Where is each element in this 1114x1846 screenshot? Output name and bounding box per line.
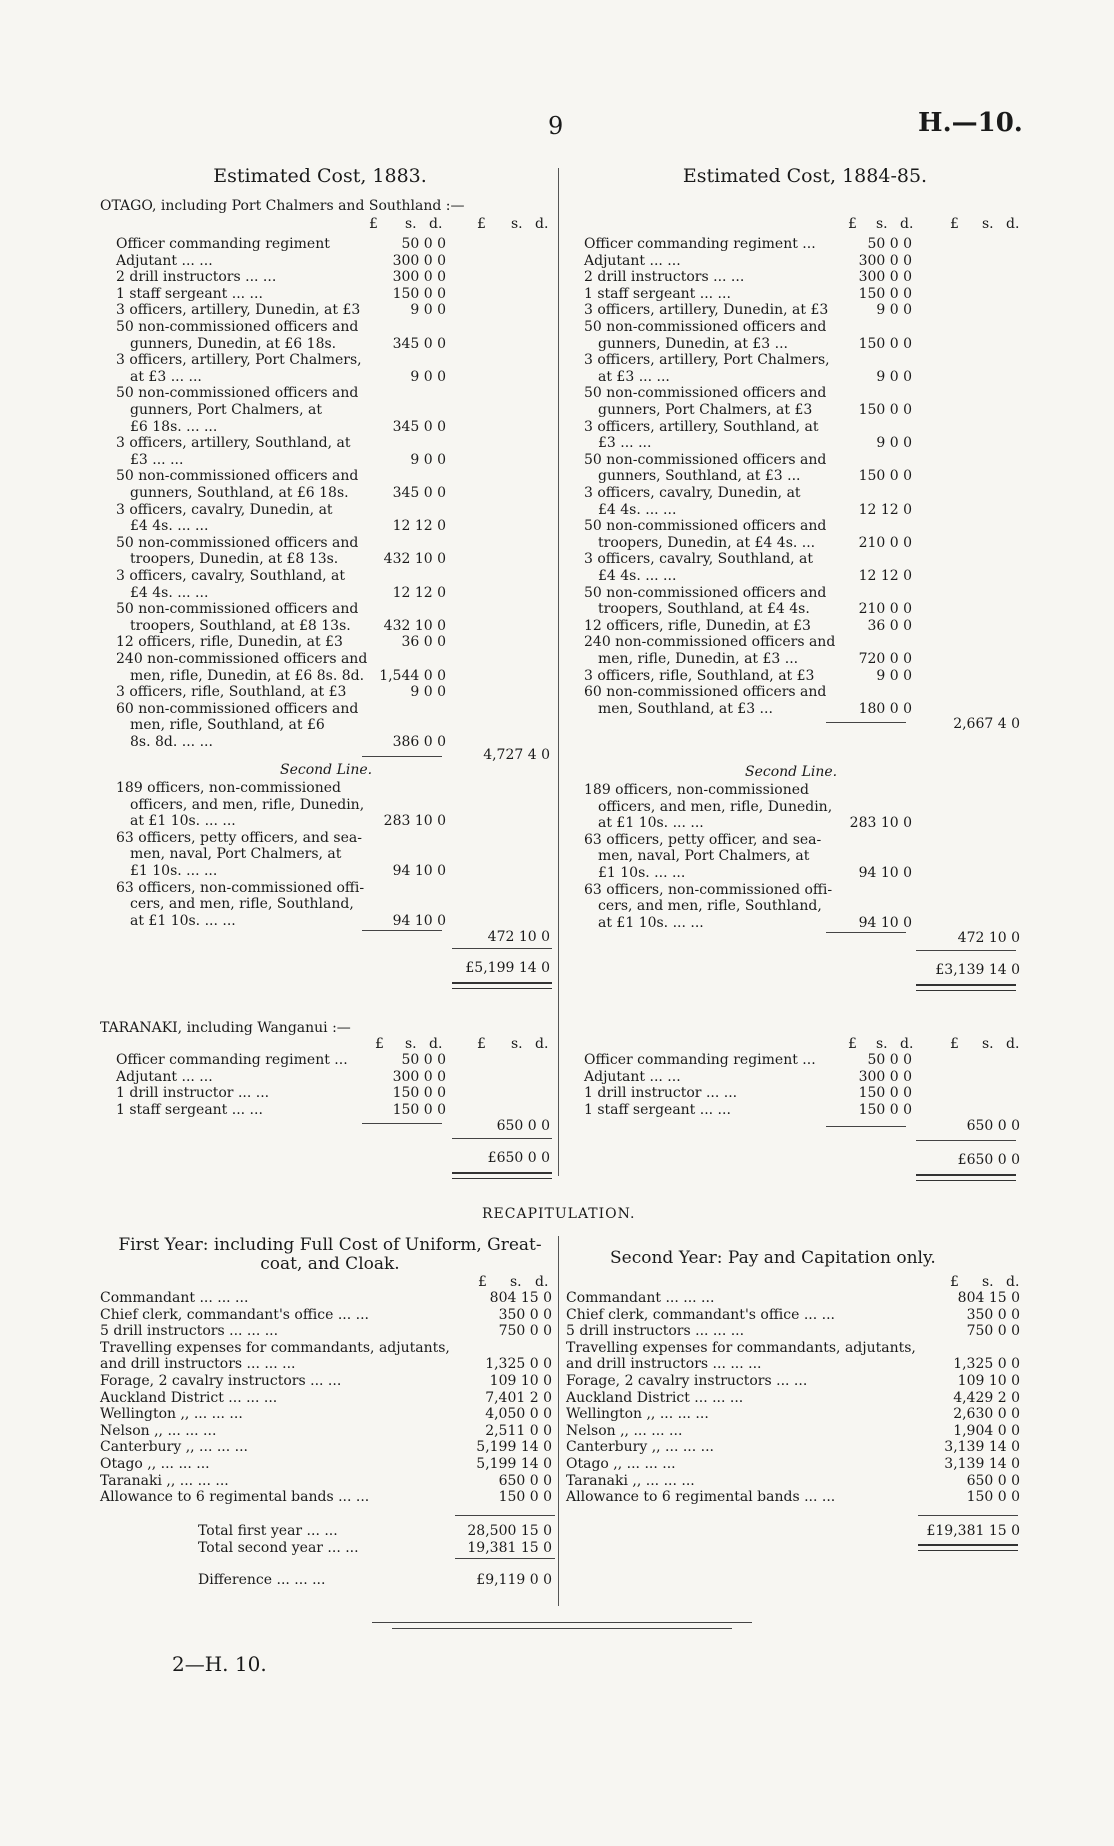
item-amount: 9 0 0 <box>410 684 446 701</box>
item-label: Officer commanding regiment ... <box>584 1052 816 1068</box>
item-label-line: at £1 10s. ... ... <box>130 912 236 929</box>
item-label-line: 8s. 8d. ... ... <box>130 734 213 750</box>
item-label-line: 3 officers, cavalry, Southland, at <box>116 568 346 584</box>
item-label-line: 50 non-commissioned officers and <box>584 451 827 468</box>
item-label-line: 3 officers, artillery, Southland, at <box>116 435 351 452</box>
second-year-title: Second Year: Pay and Capitation only. <box>610 1248 936 1268</box>
item-amount: 300 0 0 <box>858 252 912 269</box>
item-label-line: 3 officers, rifle, Southland, at £3 <box>584 667 815 684</box>
pound-header: £ <box>848 1036 857 1052</box>
first-year-title-line: coat, and Cloak. <box>260 1254 400 1274</box>
item-amount: 150 0 0 <box>392 285 446 302</box>
item-label-line: £1 10s. ... ... <box>598 865 686 881</box>
item-label-line: men, Southland, at £3 ... <box>598 700 773 717</box>
item-label: Adjutant ... ... <box>116 1068 213 1085</box>
total-first-year-label: Total first year ... ... <box>198 1523 338 1539</box>
item-amount: 750 0 0 <box>966 1323 1020 1340</box>
item-label-line: gunners, Dunedin, at £3 ... <box>598 335 789 352</box>
item-label-line: 63 officers, petty officers, and sea- <box>116 829 362 846</box>
item-amount: 36 0 0 <box>401 634 446 651</box>
item-label-line: 240 non-commissioned officers and <box>584 634 836 651</box>
item-label: and drill instructors ... ... ... <box>100 1356 296 1373</box>
item-amount: 50 0 0 <box>867 236 912 252</box>
closing-rule <box>392 1628 732 1629</box>
item-amount: 180 0 0 <box>858 700 912 717</box>
item-amount: 9 0 0 <box>876 368 912 385</box>
item-label-line: men, rifle, Southland, at £6 <box>130 717 325 734</box>
item-label: Wellington ,, ... ... ... <box>566 1406 709 1423</box>
item-amount: 9 0 0 <box>410 302 446 319</box>
pence-header: d. <box>535 216 549 232</box>
item-label: Nelson ,, ... ... ... <box>100 1422 217 1439</box>
taranaki-1884-grand-total: £650 0 0 <box>957 1152 1020 1168</box>
item-amount: 12 12 0 <box>392 584 446 601</box>
item-amount: 150 0 0 <box>858 1101 912 1118</box>
item-label-line: men, naval, Port Chalmers, at <box>598 848 810 865</box>
item-label-line: troopers, Southland, at £8 13s. <box>130 617 351 634</box>
item-label: Forage, 2 cavalry instructors ... ... <box>100 1373 342 1389</box>
item-label-line: 12 officers, rifle, Dunedin, at £3 <box>116 634 343 651</box>
item-amount: 345 0 0 <box>392 335 446 352</box>
item-label-line: gunners, Southland, at £3 ... <box>598 468 801 485</box>
item-amount: 94 10 0 <box>392 912 446 929</box>
item-amount: 432 10 0 <box>383 551 446 568</box>
item-amount: 1,904 0 0 <box>953 1422 1020 1439</box>
pence-header: d. <box>1006 216 1020 232</box>
item-amount: 5,199 14 0 <box>476 1439 552 1456</box>
otago-1883-grand-total: £5,199 14 0 <box>465 960 550 976</box>
subtotal-rule <box>362 1123 442 1124</box>
item-label-line: at £1 10s. ... ... <box>130 813 236 830</box>
item-amount: 150 0 0 <box>392 1101 446 1118</box>
item-amount: 283 10 0 <box>383 813 446 830</box>
subtotal-rule <box>826 932 906 933</box>
item-label-line: 63 officers, petty officer, and sea- <box>584 831 822 848</box>
item-label: Forage, 2 cavalry instructors ... ... <box>566 1373 808 1389</box>
item-amount: 7,401 2 0 <box>485 1389 552 1406</box>
item-amount: 1,544 0 0 <box>379 667 446 684</box>
item-label-line: £6 18s. ... ... <box>130 418 218 435</box>
item-label-line: £4 4s. ... ... <box>130 518 209 535</box>
shilling-header: s. <box>876 216 888 232</box>
item-label: Travelling expenses for commandants, adjutants, <box>566 1339 916 1356</box>
taranaki-1884-subtotal: 650 0 0 <box>966 1118 1020 1134</box>
pence-header: d. <box>429 216 443 232</box>
item-amount: 650 0 0 <box>498 1472 552 1489</box>
item-label-line: 3 officers, artillery, Southland, at <box>584 418 819 435</box>
item-label-line: 63 officers, non-commissioned offi- <box>116 879 365 896</box>
item-amount: 150 0 0 <box>498 1489 552 1506</box>
item-label-line: troopers, Dunedin, at £8 13s. <box>130 551 339 568</box>
total-second-year-label: Total second year ... ... <box>198 1540 359 1556</box>
left-column-title: Estimated Cost, 1883. <box>213 165 427 187</box>
pound-header: £ <box>950 1036 959 1052</box>
item-amount: 432 10 0 <box>383 617 446 634</box>
item-amount: 9 0 0 <box>876 435 912 452</box>
item-label-line: officers, and men, rifle, Dunedin, <box>598 798 833 815</box>
item-label: Travelling expenses for commandants, adjutants, <box>100 1339 450 1356</box>
item-label: Otago ,, ... ... ... <box>100 1456 210 1472</box>
pence-header: d. <box>535 1274 549 1290</box>
item-amount: 36 0 0 <box>867 617 912 634</box>
item-label-line: £1 10s. ... ... <box>130 863 218 879</box>
item-label-line: at £1 10s. ... ... <box>598 815 704 832</box>
item-amount: 2,511 0 0 <box>485 1422 552 1439</box>
item-label-line: 50 non-commissioned officers and <box>116 319 359 335</box>
second-line-label: Second Line. <box>745 764 838 780</box>
item-amount: 150 0 0 <box>392 1085 446 1102</box>
item-label: 1 staff sergeant ... ... <box>116 1101 263 1118</box>
item-label-line: 1 staff sergeant ... ... <box>116 285 263 302</box>
item-amount: 210 0 0 <box>858 601 912 618</box>
item-amount: 94 10 0 <box>858 914 912 931</box>
item-label: Canterbury ,, ... ... ... <box>566 1439 715 1456</box>
item-amount: 12 12 0 <box>858 501 912 518</box>
first-year-title-line: First Year: including Full Cost of Uniform, Great- <box>118 1235 542 1255</box>
item-label: Allowance to 6 regimental bands ... ... <box>566 1489 836 1506</box>
item-label-line: 3 officers, rifle, Southland, at £3 <box>116 684 347 701</box>
second-line-1883-subtotal: 472 10 0 <box>487 929 550 945</box>
shilling-header: s. <box>982 216 994 232</box>
item-label: 5 drill instructors ... ... ... <box>100 1323 279 1340</box>
pound-header: £ <box>375 1036 384 1052</box>
item-label-line: Adjutant ... ... <box>116 252 213 269</box>
item-amount: 720 0 0 <box>858 651 912 667</box>
total-rule <box>455 1515 555 1516</box>
pound-header: £ <box>477 216 486 232</box>
difference-amount: £9,119 0 0 <box>476 1572 552 1588</box>
item-label-line: gunners, Southland, at £6 18s. <box>130 485 349 501</box>
item-amount: 12 12 0 <box>858 568 912 584</box>
item-amount: 345 0 0 <box>392 485 446 501</box>
pence-header: d. <box>1006 1274 1020 1290</box>
item-label-line: 60 non-commissioned officers and <box>584 684 827 701</box>
item-label-line: 240 non-commissioned officers and <box>116 651 368 667</box>
pound-header: £ <box>369 216 378 232</box>
page-number: 9 <box>548 112 564 140</box>
item-label-line: 1 staff sergeant ... ... <box>584 285 731 302</box>
pence-header: d. <box>429 1036 443 1052</box>
item-label-line: 50 non-commissioned officers and <box>584 385 827 402</box>
item-amount: 3,139 14 0 <box>944 1456 1020 1472</box>
item-amount: 386 0 0 <box>392 734 446 750</box>
item-amount: 750 0 0 <box>498 1323 552 1340</box>
item-label: Commandant ... ... ... <box>566 1290 715 1306</box>
otago-1884-grand-total: £3,139 14 0 <box>935 962 1020 978</box>
item-label: Otago ,, ... ... ... <box>566 1456 676 1472</box>
item-label: 5 drill instructors ... ... ... <box>566 1323 745 1340</box>
item-amount: 4,429 2 0 <box>953 1389 1020 1406</box>
item-amount: 3,139 14 0 <box>944 1439 1020 1456</box>
shilling-header: s. <box>511 216 523 232</box>
item-label-line: 2 drill instructors ... ... <box>116 269 277 286</box>
item-label-line: men, naval, Port Chalmers, at <box>130 846 342 863</box>
total-rule <box>452 948 552 949</box>
item-label: Allowance to 6 regimental bands ... ... <box>100 1489 370 1506</box>
item-label-line: 50 non-commissioned officers and <box>116 385 359 402</box>
pence-header: d. <box>1006 1036 1020 1052</box>
item-amount: 150 0 0 <box>858 402 912 418</box>
item-label-line: 189 officers, non-commissioned <box>116 780 341 796</box>
taranaki-1883-subtotal: 650 0 0 <box>496 1118 550 1134</box>
item-label: 1 staff sergeant ... ... <box>584 1101 731 1118</box>
item-label: Taranaki ,, ... ... ... <box>100 1472 229 1489</box>
item-label: Adjutant ... ... <box>584 1068 681 1085</box>
item-label-line: 50 non-commissioned officers and <box>116 468 359 485</box>
item-label-line: 3 officers, cavalry, Southland, at <box>584 551 814 568</box>
second-year-grand-total: £19,381 15 0 <box>926 1523 1020 1539</box>
shilling-header: s. <box>982 1274 994 1290</box>
item-label-line: troopers, Dunedin, at £4 4s. ... <box>598 534 816 551</box>
item-label-line: at £3 ... ... <box>598 368 670 385</box>
item-amount: 210 0 0 <box>858 534 912 551</box>
item-amount: 94 10 0 <box>392 863 446 879</box>
item-amount: 804 15 0 <box>957 1290 1020 1306</box>
item-label-line: 12 officers, rifle, Dunedin, at £3 <box>584 617 811 634</box>
item-label-line: 60 non-commissioned officers and <box>116 700 359 717</box>
item-label: Canterbury ,, ... ... ... <box>100 1439 249 1456</box>
shilling-header: s. <box>876 1036 888 1052</box>
item-label: Auckland District ... ... ... <box>566 1389 744 1406</box>
shilling-header: s. <box>405 1036 417 1052</box>
item-label-line: gunners, Port Chalmers, at £3 <box>598 402 813 418</box>
total-rule <box>918 1515 1018 1516</box>
item-label: Chief clerk, commandant's office ... ... <box>566 1306 836 1323</box>
pound-header: £ <box>848 216 857 232</box>
item-amount: 150 0 0 <box>858 285 912 302</box>
item-amount: 150 0 0 <box>858 1085 912 1102</box>
item-label: 1 drill instructor ... ... <box>584 1085 738 1102</box>
item-amount: 9 0 0 <box>876 302 912 319</box>
recapitulation-heading: RECAPITULATION. <box>482 1206 636 1222</box>
total-rule <box>452 1138 552 1139</box>
pound-header: £ <box>950 1274 959 1290</box>
item-amount: 1,325 0 0 <box>485 1356 552 1373</box>
item-amount: 50 0 0 <box>401 1052 446 1068</box>
second-line-1884-subtotal: 472 10 0 <box>957 930 1020 946</box>
item-label-line: £4 4s. ... ... <box>598 568 677 584</box>
shilling-header: s. <box>982 1036 994 1052</box>
item-amount: 350 0 0 <box>498 1306 552 1323</box>
item-label-line: at £3 ... ... <box>130 368 202 385</box>
double-rule <box>452 982 552 989</box>
subtotal-rule <box>362 756 442 757</box>
recap-divider <box>558 1236 559 1606</box>
pence-header: d. <box>900 216 914 232</box>
item-label-line: 3 officers, artillery, Dunedin, at £3 <box>116 302 361 319</box>
item-amount: 9 0 0 <box>410 368 446 385</box>
item-label-line: Officer commanding regiment ... <box>584 236 816 252</box>
total-rule <box>455 1558 555 1559</box>
pound-header: £ <box>477 1036 486 1052</box>
otago-heading: OTAGO, including Port Chalmers and Southland :— <box>100 198 465 214</box>
item-label-line: 3 officers, artillery, Port Chalmers, <box>584 352 830 369</box>
item-amount: 300 0 0 <box>392 252 446 269</box>
right-column-title: Estimated Cost, 1884-85. <box>682 165 928 187</box>
column-divider <box>558 168 559 1176</box>
item-label-line: 3 officers, cavalry, Dunedin, at <box>116 501 333 518</box>
item-label-line: at £1 10s. ... ... <box>598 914 704 931</box>
item-label-line: £4 4s. ... ... <box>130 584 209 601</box>
item-amount: 300 0 0 <box>392 1068 446 1085</box>
double-rule <box>916 1174 1016 1181</box>
item-label: and drill instructors ... ... ... <box>566 1356 762 1373</box>
item-amount: 2,630 0 0 <box>953 1406 1020 1423</box>
pound-header: £ <box>478 1274 487 1290</box>
shilling-header: s. <box>405 216 417 232</box>
pence-header: d. <box>900 1036 914 1052</box>
item-amount: 109 10 0 <box>957 1373 1020 1389</box>
item-label-line: 3 officers, artillery, Port Chalmers, <box>116 352 362 369</box>
item-label-line: 50 non-commissioned officers and <box>116 601 359 618</box>
taranaki-heading: TARANAKI, including Wanganui :— <box>100 1020 351 1036</box>
item-label-line: 2 drill instructors ... ... <box>584 269 745 286</box>
item-label-line: 50 non-commissioned officers and <box>584 518 827 535</box>
total-second-year-amount: 19,381 15 0 <box>467 1540 552 1556</box>
subtotal-rule <box>826 1126 906 1127</box>
item-amount: 4,050 0 0 <box>485 1406 552 1423</box>
item-amount: 300 0 0 <box>392 269 446 286</box>
item-label-line: 189 officers, non-commissioned <box>584 782 809 798</box>
second-line-label: Second Line. <box>280 762 373 778</box>
item-label-line: Officer commanding regiment <box>116 236 330 252</box>
item-amount: 150 0 0 <box>966 1489 1020 1506</box>
item-label: Taranaki ,, ... ... ... <box>566 1472 695 1489</box>
closing-rule <box>372 1622 752 1623</box>
item-amount: 9 0 0 <box>876 667 912 684</box>
otago-1884-subtotal: 2,667 4 0 <box>953 716 1020 732</box>
item-label-line: £3 ... ... <box>598 435 652 452</box>
item-label-line: gunners, Port Chalmers, at <box>130 402 322 418</box>
item-label: 1 drill instructor ... ... <box>116 1085 270 1102</box>
item-amount: 283 10 0 <box>849 815 912 832</box>
double-rule <box>918 1544 1018 1551</box>
item-label-line: officers, and men, rifle, Dunedin, <box>130 796 365 813</box>
item-label-line: men, rifle, Dunedin, at £6 8s. 8d. <box>130 667 365 684</box>
double-rule <box>452 1172 552 1179</box>
item-label-line: 50 non-commissioned officers and <box>584 319 827 335</box>
shilling-header: s. <box>510 1274 522 1290</box>
item-label: Auckland District ... ... ... <box>100 1389 278 1406</box>
pence-header: d. <box>535 1036 549 1052</box>
shilling-header: s. <box>511 1036 523 1052</box>
item-amount: 1,325 0 0 <box>953 1356 1020 1373</box>
item-amount: 94 10 0 <box>858 865 912 881</box>
item-label-line: cers, and men, rifle, Southland, <box>130 896 354 913</box>
total-first-year-amount: 28,500 15 0 <box>467 1523 552 1539</box>
double-rule <box>916 984 1016 991</box>
item-label-line: 63 officers, non-commissioned offi- <box>584 881 833 898</box>
item-amount: 12 12 0 <box>392 518 446 535</box>
item-amount: 5,199 14 0 <box>476 1456 552 1472</box>
item-label-line: troopers, Southland, at £4 4s. <box>598 601 810 618</box>
item-amount: 350 0 0 <box>966 1306 1020 1323</box>
item-amount: 150 0 0 <box>858 468 912 485</box>
item-amount: 300 0 0 <box>858 1068 912 1085</box>
item-label-line: Adjutant ... ... <box>584 252 681 269</box>
first-year-title <box>100 1236 560 1274</box>
item-label-line: £4 4s. ... ... <box>598 501 677 518</box>
subtotal-rule <box>826 722 906 723</box>
item-label-line: 3 officers, cavalry, Dunedin, at <box>584 485 801 501</box>
item-label: Commandant ... ... ... <box>100 1290 249 1306</box>
item-label: Chief clerk, commandant's office ... ... <box>100 1306 370 1323</box>
item-label-line: gunners, Dunedin, at £6 18s. <box>130 335 337 352</box>
item-amount: 150 0 0 <box>858 335 912 352</box>
page-footer: 2—H. 10. <box>172 1652 267 1676</box>
item-amount: 109 10 0 <box>489 1373 552 1389</box>
item-label-line: cers, and men, rifle, Southland, <box>598 898 822 915</box>
item-amount: 50 0 0 <box>401 236 446 252</box>
item-amount: 50 0 0 <box>867 1052 912 1068</box>
difference-label: Difference ... ... ... <box>198 1572 326 1588</box>
item-label-line: 50 non-commissioned officers and <box>584 584 827 601</box>
item-amount: 9 0 0 <box>410 451 446 468</box>
item-label: Nelson ,, ... ... ... <box>566 1422 683 1439</box>
otago-1883-subtotal: 4,727 4 0 <box>483 747 550 763</box>
item-label-line: 3 officers, artillery, Dunedin, at £3 <box>584 302 829 319</box>
item-label: Wellington ,, ... ... ... <box>100 1406 243 1423</box>
item-amount: 650 0 0 <box>966 1472 1020 1489</box>
total-rule <box>916 950 1016 951</box>
taranaki-1883-grand-total: £650 0 0 <box>487 1150 550 1166</box>
item-amount: 804 15 0 <box>489 1290 552 1306</box>
item-label-line: £3 ... ... <box>130 451 184 468</box>
item-label-line: 50 non-commissioned officers and <box>116 534 359 551</box>
total-rule <box>916 1140 1016 1141</box>
pound-header: £ <box>950 216 959 232</box>
subtotal-rule <box>362 930 442 931</box>
item-label: Officer commanding regiment ... <box>116 1052 348 1068</box>
document-id: H.—10. <box>918 108 1023 138</box>
item-label-line: men, rifle, Dunedin, at £3 ... <box>598 651 799 667</box>
item-amount: 345 0 0 <box>392 418 446 435</box>
item-amount: 300 0 0 <box>858 269 912 286</box>
